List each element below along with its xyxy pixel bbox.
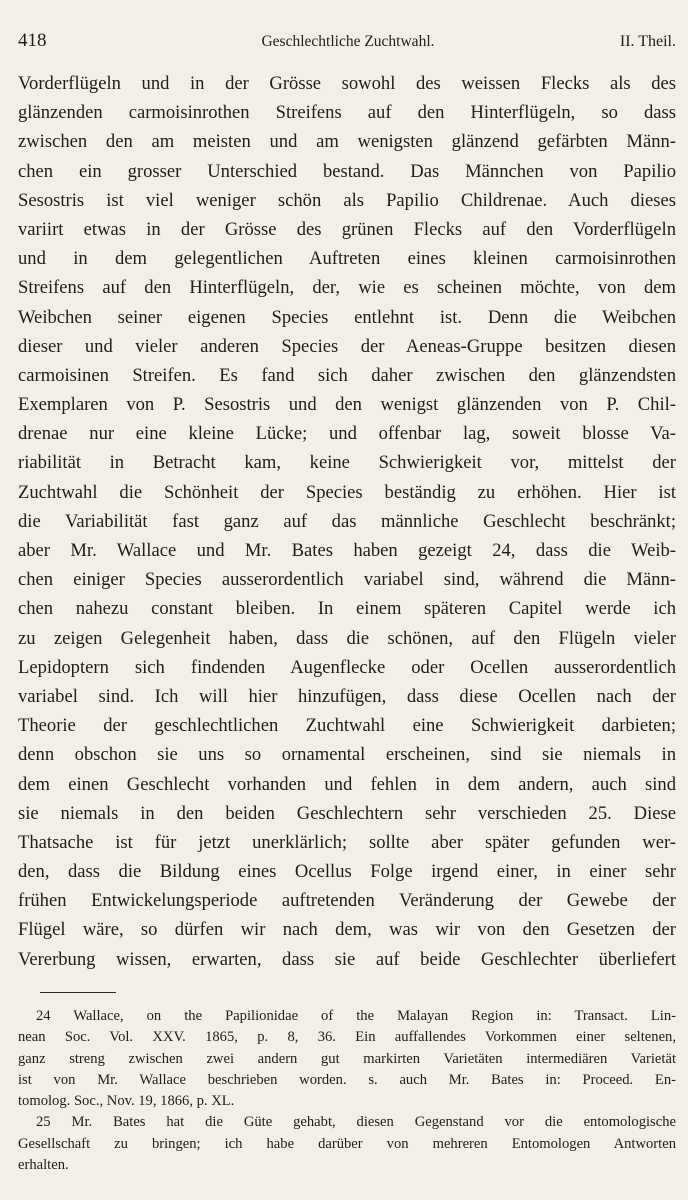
text-line: variabel sind. Ich will hier hinzufügen, dass diese Ocellen nach der — [18, 685, 676, 707]
text-line: dieser und vieler anderen Species der Aeneas-Gruppe besitzen diesen — [18, 335, 676, 357]
text-line: variirt etwas in der Grösse des grünen Flecks auf den Vorderflügeln — [18, 218, 676, 240]
footnote-line: tomolog. Soc., Nov. 19, 1866, p. XL. — [18, 1093, 235, 1110]
page-number: 418 — [18, 30, 47, 51]
text-line: carmoisinen Streifen. Es fand sich daher zwischen den glänzendsten — [18, 364, 676, 386]
text-line: chen einiger Species ausserordentlich variabel sind, während die Männ- — [18, 569, 676, 591]
running-header — [18, 24, 678, 58]
footnote-line: 25 Mr. Bates hat die Güte gehabt, diesen Gegenstand vor die entomologische — [36, 1114, 676, 1131]
text-line: Zuchtwahl die Schönheit der Species beständig zu erhöhen. Hier ist — [18, 481, 676, 503]
text-line: Lepidoptern sich findenden Augenflecke oder Ocellen ausserordentlich — [18, 656, 676, 678]
text-line: aber Mr. Wallace und Mr. Bates haben gezeigt 24, dass die Weib- — [18, 540, 676, 561]
text-line: chen nahezu constant bleiben. In einem späteren Capitel werde ich — [18, 598, 676, 620]
text-line: glänzenden carmoisinrothen Streifens auf den Hinterflügeln, so dass — [18, 102, 676, 124]
footnote-line: ist von Mr. Wallace beschrieben worden. s. auch Mr. Bates in: Proceed. En- — [18, 1071, 676, 1088]
text-line: zu zeigen Gelegenheit haben, dass die schönen, auf den Flügeln vieler — [18, 627, 676, 649]
footnote-line: erhalten. — [18, 1157, 69, 1174]
text-line: drenae nur eine kleine Lücke; und offenbar lag, soweit blosse Va- — [18, 423, 676, 445]
text-line: zwischen den am meisten und am wenigsten glänzend gefärbten Männ- — [18, 131, 676, 153]
running-title: Geschlechtliche Zuchtwahl. — [261, 33, 435, 50]
footnote-divider — [40, 992, 116, 993]
text-line: Flügel wäre, so dürfen wir nach dem, was wir von den Gesetzen der — [18, 919, 676, 941]
text-line: die Variabilität fast ganz auf das männliche Geschlecht beschränkt; — [18, 510, 676, 532]
footnote-line: nean Soc. Vol. XXV. 1865, p. 8, 36. Ein auffallendes Vorkommen einer seltenen, — [18, 1029, 676, 1046]
main-text — [18, 69, 676, 974]
text-line: Thatsache ist für jetzt unerklärlich; sollte aber später gefunden wer- — [18, 831, 676, 853]
text-line: und in dem gelegentlichen Auftreten eines kleinen carmoisinrothen — [18, 248, 676, 270]
text-line: Streifens auf den Hinterflügeln, der, wie es scheinen möchte, von dem — [18, 277, 676, 299]
footnote-line: ganz streng zwischen zwei andern gut markirten Varietäten intermediären Varietät — [18, 1050, 676, 1067]
text-line: frühen Entwickelungsperiode auftretenden Veränderung der Gewebe der — [18, 890, 676, 912]
text-line: Vorderflügeln und in der Grösse sowohl des weissen Flecks als des — [18, 73, 676, 94]
text-line: Weibchen seiner eigenen Species entlehnt ist. Denn die Weibchen — [18, 306, 676, 328]
footnotes — [18, 1006, 676, 1176]
text-line: Theorie der geschlechtlichen Zuchtwahl eine Schwierigkeit darbieten; — [18, 715, 676, 737]
text-line: riabilität in Betracht kam, keine Schwierigkeit vor, mittelst der — [18, 452, 676, 474]
text-line: den, dass die Bildung eines Ocellus Folge irgend einer, in einer sehr — [18, 861, 676, 883]
text-line: Sesostris ist viel weniger schön als Papilio Childrenae. Auch dieses — [18, 189, 676, 211]
part-label: II. Theil. — [619, 33, 676, 50]
text-line: dem einen Geschlecht vorhanden und fehlen in dem andern, auch sind — [18, 773, 676, 795]
text-line: chen ein grosser Unterschied bestand. Das Männchen von Papilio — [18, 160, 676, 182]
text-line: sie niemals in den beiden Geschlechtern sehr verschieden 25. Diese — [18, 802, 676, 824]
text-line: denn obschon sie uns so ornamental erscheinen, sind sie niemals in — [18, 744, 676, 766]
text-line: Vererbung wissen, erwarten, dass sie auf beide Geschlechter überliefert — [18, 948, 676, 970]
footnote-line: 24 Wallace, on the Papilionidae of the Malayan Region in: Transact. Lin- — [36, 1008, 676, 1024]
footnote-line: Gesellschaft zu bringen; ich habe darüber von mehreren Entomologen Antworten — [18, 1135, 676, 1152]
text-line: Exemplaren von P. Sesostris und den wenigst glänzenden von P. Chil- — [18, 394, 676, 416]
